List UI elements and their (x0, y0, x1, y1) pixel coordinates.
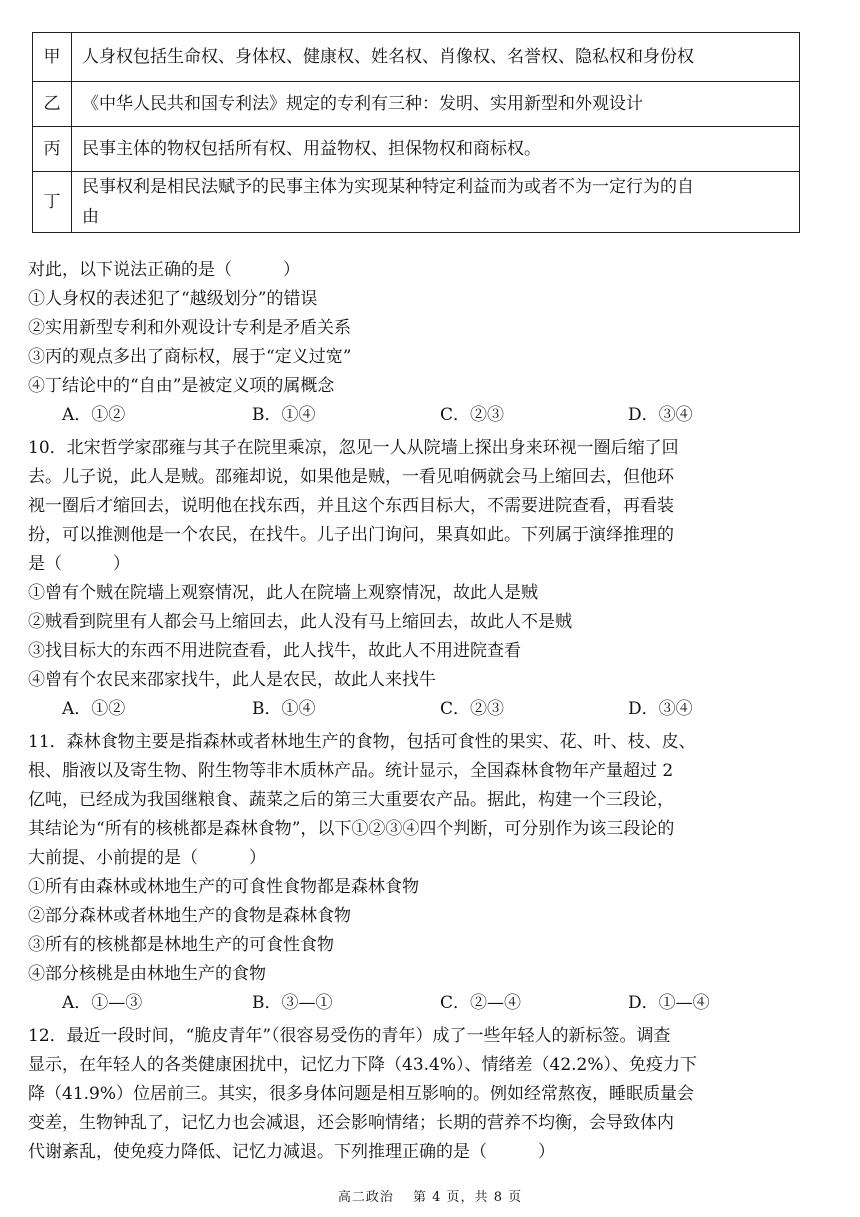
row-key: 甲 (33, 33, 72, 82)
question-stem-line: 亿吨，已经成为我国继粮食、蔬菜之后的第三大重要农产品。据此，构建一个三段论， (28, 790, 674, 810)
definition-table (32, 32, 800, 233)
question-stem-line: 大前提、小前提的是（ ） (28, 848, 266, 868)
answer-options (28, 695, 818, 724)
row-text (72, 172, 800, 233)
question-stem-line: 代谢紊乱，使免疫力降低、记忆力减退。下列推理正确的是（ ） (28, 1142, 555, 1162)
statement-item: ④部分核桃是由林地生产的食物 (28, 964, 266, 984)
statement-item: ④丁结论中的“自由”是被定义项的属概念 (28, 376, 335, 396)
option-d[interactable]: D．③④ (628, 699, 693, 719)
row-text-line: 民事权利是相民法赋予的民事主体为实现某种特定利益而为或者不为一定行为的自 (82, 177, 694, 197)
row-text: 《中华人民共和国专利法》规定的专利有三种：发明、实用新型和外观设计 (72, 82, 800, 127)
statement-item: ③找目标大的东西不用进院查看，此人找牛，故此人不用进院查看 (28, 641, 521, 661)
statement-item: ②部分森林或者林地生产的食物是森林食物 (28, 906, 351, 926)
row-key: 丁 (33, 172, 72, 233)
question-stem-line: 根、脂液以及寄生物、附生物等非木质林产品。统计显示，全国森林食物年产量超过 2 (28, 761, 674, 781)
statement-item: ③丙的观点多出了商标权，展于“定义过宽” (28, 347, 352, 367)
option-d[interactable]: D．③④ (628, 405, 693, 425)
option-b[interactable]: B．③—① (252, 993, 333, 1013)
question-stem-line: 12．最近一段时间，“脆皮青年”（很容易受伤的青年）成了一些年轻人的新标签。调查 (28, 1026, 671, 1046)
question-12 (28, 1022, 818, 1167)
row-key: 丙 (33, 127, 72, 172)
statement-item: ②贼看到院里有人都会马上缩回去，此人没有马上缩回去，故此人不是贼 (28, 612, 572, 632)
question-stem-line: 变差，生物钟乱了，记忆力也会减退，还会影响情绪；长期的营养不均衡，会导致体内 (28, 1113, 674, 1133)
question-stem-line: 11．森林食物主要是指森林或者林地生产的食物，包括可食性的果实、花、叶、枝、皮、 (28, 732, 696, 752)
question-11 (28, 728, 818, 1018)
table-row (33, 82, 800, 127)
question-stem: 对此，以下说法正确的是（ ） (28, 260, 300, 280)
option-a[interactable]: A．①② (62, 699, 126, 719)
statement-item: ②实用新型专利和外观设计专利是矛盾关系 (28, 318, 351, 338)
question-stem-line: 降（41.9%）位居前三。其实，很多身体问题是相互影响的。例如经常熬夜，睡眠质量会 (28, 1084, 695, 1104)
row-key: 乙 (33, 82, 72, 127)
row-text: 人身权包括生命权、身体权、健康权、姓名权、肖像权、名誉权、隐私权和身份权 (72, 33, 800, 82)
question-stem-line: 是（ ） (28, 554, 130, 574)
question-stem-line: 10．北宋哲学家邵雍与其子在院里乘凉，忽见一人从院墙上探出身来环视一圈后缩了回 (28, 438, 679, 458)
statement-item: ①人身权的表述犯了“越级划分”的错误 (28, 289, 318, 309)
option-b[interactable]: B．①④ (252, 405, 316, 425)
statement-item: ④曾有个农民来邵家找牛，此人是农民，故此人来找牛 (28, 670, 436, 690)
statement-item: ③所有的核桃都是林地生产的可食性食物 (28, 935, 334, 955)
question-stem-line: 其结论为“所有的核桃都是森林食物”，以下①②③④四个判断，可分别作为该三段论的 (28, 819, 675, 839)
question-stem-line: 显示，在年轻人的各类健康困扰中，记忆力下降（43.4%）、情绪差（42.2%）、免疫力下 (28, 1055, 698, 1075)
page-footer: 高二政治 第 4 页，共 8 页 (337, 1190, 523, 1205)
question-stem-line: 扮，可以推测他是一个农民，在找牛。儿子出门询问，果真如此。下列属于演绎推理的 (28, 525, 674, 545)
option-c[interactable]: C．②③ (440, 699, 505, 719)
statement-item: ①所有由森林或林地生产的可食性食物都是森林食物 (28, 877, 419, 897)
option-d[interactable]: D．①—④ (628, 993, 710, 1013)
statement-item: ①曾有个贼在院墙上观察情况，此人在院墙上观察情况，故此人是贼 (28, 583, 538, 603)
option-a[interactable]: A．①—③ (62, 993, 143, 1013)
table-row (33, 127, 800, 172)
answer-options (28, 989, 818, 1018)
question-content (28, 256, 818, 1167)
question-10 (28, 434, 818, 724)
table-row (33, 33, 800, 82)
question-stem-line: 视一圈后才缩回去，说明他在找东西，并且这个东西目标大，不需要进院查看，再看装 (28, 496, 674, 516)
option-c[interactable]: C．②—④ (440, 993, 522, 1013)
question-stem-line: 去。儿子说，此人是贼。邵雍却说，如果他是贼，一看见咱俩就会马上缩回去，但他环 (28, 467, 674, 487)
option-a[interactable]: A．①② (62, 405, 126, 425)
row-text-line: 由 (82, 207, 99, 227)
question-9 (28, 256, 818, 430)
table-row (33, 172, 800, 233)
row-text: 民事主体的物权包括所有权、用益物权、担保物权和商标权。 (72, 127, 800, 172)
option-b[interactable]: B．①④ (252, 699, 316, 719)
answer-options (28, 401, 818, 430)
option-c[interactable]: C．②③ (440, 405, 505, 425)
